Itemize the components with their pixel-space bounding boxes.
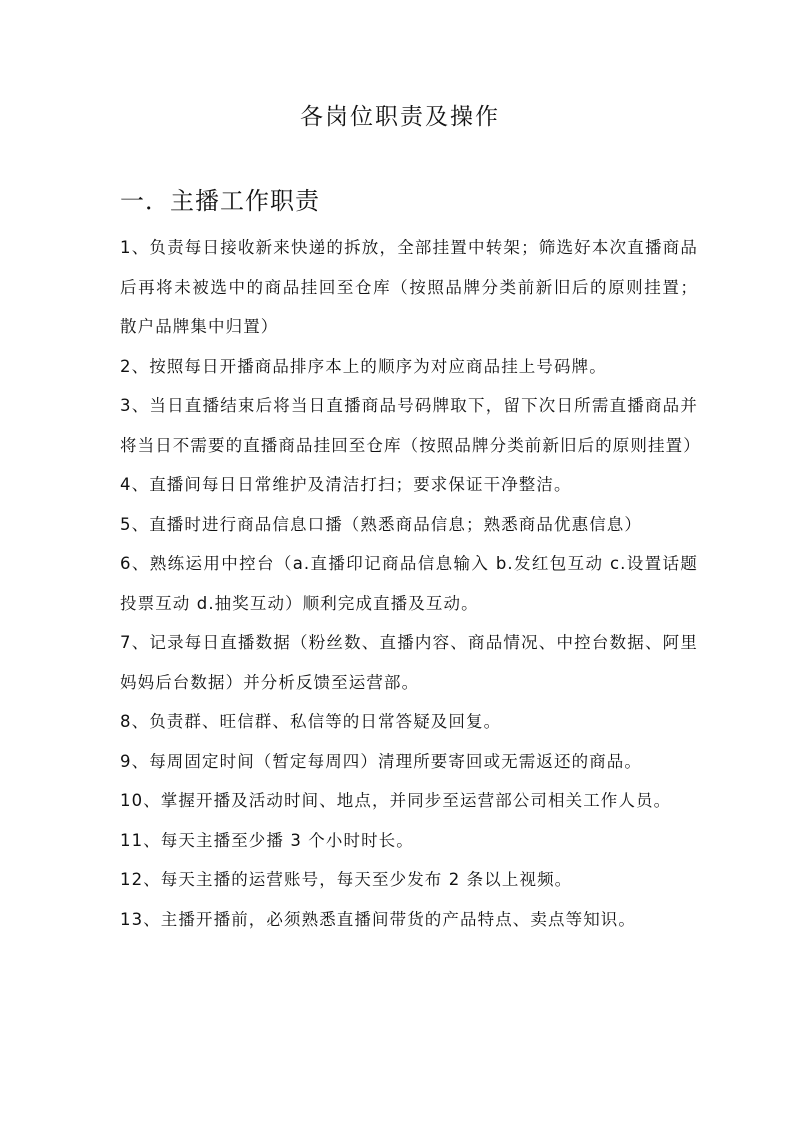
duty-item-11: 11、每天主播至少播 3 个小时时长。 — [120, 830, 414, 850]
duty-item-13: 13、主播开播前，必须熟悉直播间带货的产品特点、卖点等知识。 — [120, 909, 636, 929]
duty-item-5: 5、直播时进行商品信息口播（熟悉商品信息；熟悉商品优惠信息） — [120, 514, 642, 534]
duty-list — [120, 228, 701, 939]
duty-item-2: 2、按照每日开播商品排序本上的顺序为对应商品挂上号码牌。 — [120, 356, 607, 376]
duty-item-8: 8、负责群、旺信群、私信等的日常答疑及回复。 — [120, 712, 502, 731]
document-title: 各岗位职责及操作 — [300, 104, 500, 130]
duty-item-4: 4、直播间每日日常维护及清洁打扫；要求保证干净整洁。 — [120, 475, 572, 494]
duty-item-9: 9、每周固定时间（暂定每周四）清理所要寄回或无需返还的商品。 — [120, 751, 642, 771]
duty-item-6: 6、熟练运用中控台（a.直播印记商品信息输入 b.发红包互动 c.设置话题投票互动 d.抽奖互动）顺利完成直播及互动。 — [120, 554, 698, 613]
duty-item-3: 3、当日直播结束后将当日直播商品号码牌取下，留下次日所需直播商品并将当日不需要的直播商品挂回至仓库（按照品牌分类前新旧后的原则挂置） — [120, 396, 701, 455]
duty-item-10: 10、掌握开播及活动时间、地点，并同步至运营部公司相关工作人员。 — [120, 791, 672, 810]
duty-item-7: 7、记录每日直播数据（粉丝数、直播内容、商品情况、中控台数据、阿里妈妈后台数据）并分析反馈至运营部。 — [120, 633, 698, 692]
duty-item-1: 1、负责每日接收新来快递的拆放，全部挂置中转架；筛选好本次直播商品后再将未被选中的商品挂回至仓库（按照品牌分类前新旧后的原则挂置；散户品牌集中归置） — [120, 238, 698, 336]
section-heading: 一．主播工作职责 — [120, 187, 320, 215]
duty-item-12: 12、每天主播的运营账号，每天至少发布 2 条以上视频。 — [120, 870, 573, 889]
